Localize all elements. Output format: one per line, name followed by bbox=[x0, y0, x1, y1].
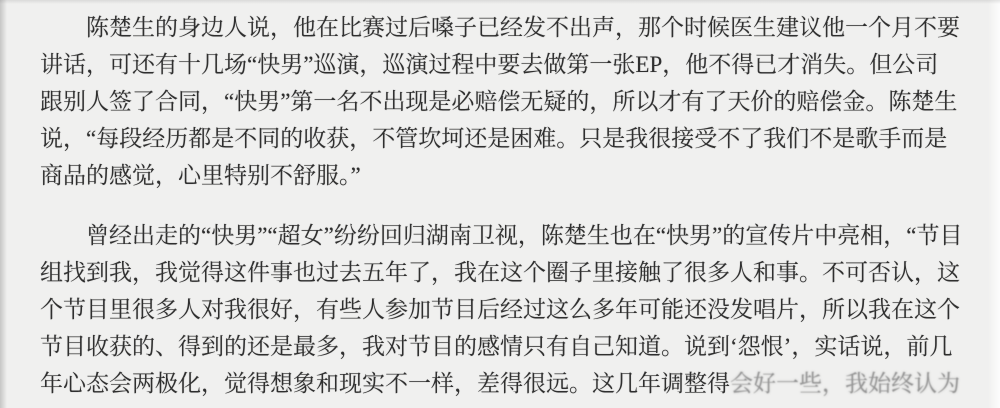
paragraph-2-line-5-faded-text: 会好一些，我始终认为 bbox=[730, 371, 960, 396]
paragraph-1-line-5: 商品的感觉，心里特别不舒服。” bbox=[40, 163, 361, 188]
paragraph-2-line-3: 个节目里很多人对我很好，有些人参加节目后经过这么多年可能还没发唱片，所以我在这个 bbox=[40, 297, 960, 322]
paragraph-2-line-2: 组找到我，我觉得这件事也过去五年了，我在这个圈子里接触了很多人和事。不可否认，这 bbox=[40, 260, 960, 285]
paragraph-1-line-4: 说，“每段经历都是不同的收获，不管坎坷还是困难。只是我很接受不了我们不是歌手而是 bbox=[40, 126, 948, 151]
paragraph-2-line-5-normal-text: 年心态会两极化，觉得想象和现实不一样，差得很远。这几年调整得 bbox=[40, 371, 730, 396]
paragraph-2-line-5 bbox=[40, 365, 970, 402]
paragraph-2-line-4: 节目收获的、得到的还是最多，我对节目的感情只有自己知道。说到‘怨恨’，实话说，前几 bbox=[40, 334, 953, 359]
paragraph-1-line-1: 陈楚生的身边人说，他在比赛过后嗓子已经发不出声，那个时候医生建议他一个月不要 bbox=[86, 15, 960, 40]
scan-edge-top bbox=[0, 0, 1000, 4]
article-text bbox=[40, 9, 970, 402]
paragraph-2 bbox=[40, 217, 970, 402]
scan-edge-left bbox=[0, 0, 7, 408]
paragraph-2-line-1: 曾经出走的“快男”“超女”纷纷回归湖南卫视，陈楚生也在“快男”的宣传片中亮相，“节目 bbox=[86, 223, 963, 248]
paragraph-1-line-2: 讲话，可还有十几场“快男”巡演，巡演过程中要去做第一张EP，他不得已才消失。但公司 bbox=[40, 52, 939, 77]
scan-edge-right bbox=[988, 0, 1000, 408]
paragraph-1-line-3: 跟别人签了合同，“快男”第一名不出现是必赔偿无疑的，所以才有了天价的赔偿金。陈楚生 bbox=[40, 89, 958, 114]
paragraph-1 bbox=[40, 9, 970, 194]
